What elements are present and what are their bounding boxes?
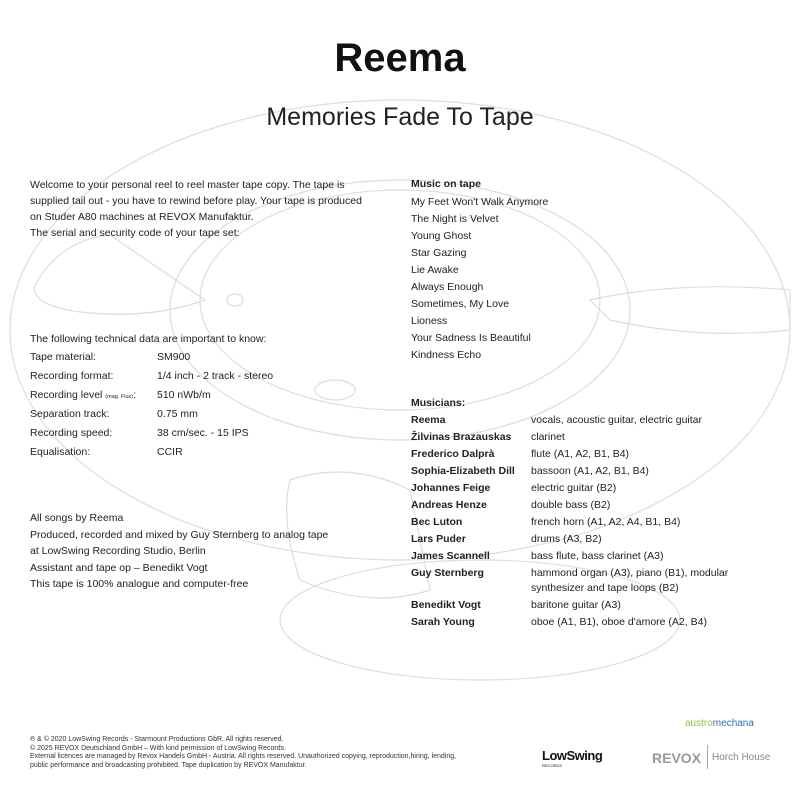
musician-name: James Scannell <box>411 550 490 562</box>
tech-row <box>30 427 400 446</box>
credit-line: This tape is 100% analogue and computer-free <box>30 578 249 590</box>
tech-heading: The following technical data are important to know: <box>30 333 267 345</box>
tracklist <box>411 176 548 364</box>
technical-data <box>30 331 400 465</box>
musician-role: clarinet <box>531 431 565 443</box>
label-text: Equalisation: <box>30 446 91 458</box>
artist-title: Reema <box>334 36 466 80</box>
musician-role: oboe (A1, B1), oboe d'amore (A2, B4) <box>531 616 707 628</box>
tech-value: 1/4 inch - 2 track - stereo <box>157 370 274 382</box>
track-item: Your Sadness Is Beautiful <box>411 332 531 344</box>
musician-row <box>411 615 751 630</box>
musicians <box>411 395 751 632</box>
musician-row <box>411 566 751 596</box>
intro-text <box>30 177 400 241</box>
track-item: Lioness <box>411 315 448 327</box>
tech-row <box>30 446 400 465</box>
musician-name: Johannes Feige <box>411 482 491 494</box>
tech-value: 38 cm/sec. - 15 IPS <box>157 427 249 439</box>
musician-role: flute (A1, A2, B1, B4) <box>531 448 630 460</box>
label-text: Recording level <box>30 389 103 401</box>
musician-name: Andreas Henze <box>411 499 487 511</box>
footer-line: ℗ & © 2020 LowSwing Records - Starmount Productions GbR. All rights reserved. <box>30 736 284 743</box>
tech-label <box>30 351 157 370</box>
logo-sub: RECORDS <box>542 763 563 768</box>
footer-legal <box>30 736 456 770</box>
label-text: Recording speed: <box>30 427 113 439</box>
tech-label: Recording level (mag. Flux): <box>30 389 137 401</box>
revox-logo: REVOX <box>652 750 702 766</box>
musician-row <box>411 515 751 530</box>
track-item: Star Gazing <box>411 247 467 259</box>
footer-line: External licences are managed by Revox Handels GmbH - Austria. All rights reserved. Unauthorized copying, reproduction,hiring, lending, <box>30 753 457 760</box>
credit-line: at LowSwing Recording Studio, Berlin <box>30 545 206 557</box>
intro-line: on Studer A80 machines at REVOX Manufaktur. <box>30 211 254 223</box>
musicians-heading: Musicians: <box>411 397 466 409</box>
musician-name: Žilvinas Brazauskas <box>411 431 512 443</box>
label-text: Separation track: <box>30 408 110 420</box>
credit-line: Assistant and tape op – Benedikt Vogt <box>30 561 208 574</box>
musician-role: bassoon (A1, A2, B1, B4) <box>531 465 649 477</box>
intro-line: supplied tail out - you have to rewind before play. Your tape is produced <box>30 195 362 207</box>
track-item: Lie Awake <box>411 264 459 276</box>
logo-part: austro <box>685 718 713 729</box>
musician-role: bass flute, bass clarinet (A3) <box>531 550 664 562</box>
austromechana-logo <box>685 718 754 729</box>
track-item: My Feet Won't Walk Anymore <box>411 196 549 208</box>
tech-value: SM900 <box>157 351 191 363</box>
musician-row <box>411 481 751 496</box>
footer-line: © 2025 REVOX Deutschland GmbH – With kind permission of LowSwing Records. <box>30 744 287 752</box>
musician-row <box>411 598 751 613</box>
logo-text: LowSwing <box>542 748 603 763</box>
track-item: Sometimes, My Love <box>411 298 510 310</box>
tech-row <box>30 351 400 370</box>
musician-name: Benedikt Vogt <box>411 599 481 611</box>
lowswing-logo <box>542 749 602 768</box>
musician-row <box>411 498 751 513</box>
tech-value: 510 nWb/m <box>157 389 211 401</box>
label-text: Tape material: <box>30 351 96 363</box>
musician-row <box>411 430 751 445</box>
label-sub: (mag. Flux) <box>105 394 134 400</box>
musician-name: Frederico Dalprà <box>411 448 495 460</box>
intro-line: The serial and security code of your tape set: <box>30 227 240 239</box>
logo-part: mechana <box>712 718 754 729</box>
logo-divider <box>707 745 708 769</box>
credits <box>30 510 400 593</box>
musician-name: Lars Puder <box>411 533 466 545</box>
credit-line: Produced, recorded and mixed by Guy Sternberg to analog tape <box>30 528 329 541</box>
track-item: The Night is Velvet <box>411 213 499 225</box>
musician-name: Bec Luton <box>411 516 463 528</box>
horch-house-logo: Horch House <box>712 752 771 763</box>
musician-role: french horn (A1, A2, A4, B1, B4) <box>531 516 681 528</box>
musician-role: drums (A3, B2) <box>531 533 602 545</box>
track-item: Always Enough <box>411 281 484 293</box>
musician-role: electric guitar (B2) <box>531 482 617 494</box>
tech-label <box>30 427 157 446</box>
musician-name: Reema <box>411 414 446 426</box>
tech-value: 0.75 mm <box>157 408 198 420</box>
musician-role: vocals, acoustic guitar, electric guitar <box>531 414 702 426</box>
track-item: Young Ghost <box>411 230 472 242</box>
tech-row <box>30 389 400 408</box>
tech-label <box>30 446 157 465</box>
musician-row <box>411 464 751 479</box>
tech-label <box>30 408 157 427</box>
musician-name: Sophia-Elizabeth Dill <box>411 465 515 477</box>
musician-row <box>411 532 751 547</box>
tech-row <box>30 408 400 427</box>
musician-name: Sarah Young <box>411 616 475 628</box>
footer-line: public performance and broadcasting prohibited. Tape duplication by REVOX Manufaktur. <box>30 761 307 769</box>
tech-value: CCIR <box>157 446 183 458</box>
album-title: Memories Fade To Tape <box>266 103 534 131</box>
musician-role: baritone guitar (A3) <box>531 599 621 611</box>
musician-row <box>411 549 751 564</box>
musician-role: hammond organ (A3), piano (B1), modular synthesizer and tape loops (B2) <box>531 567 729 594</box>
music-heading: Music on tape <box>411 178 482 190</box>
credit-line: All songs by Reema <box>30 512 124 524</box>
track-item: Kindness Echo <box>411 349 482 361</box>
intro-line: Welcome to your personal reel to reel master tape copy. The tape is <box>30 179 345 191</box>
tech-row <box>30 370 400 389</box>
musician-row <box>411 413 751 428</box>
tech-label <box>30 370 157 389</box>
label-text: Recording format: <box>30 370 114 382</box>
musician-role: double bass (B2) <box>531 499 611 511</box>
musician-name: Guy Sternberg <box>411 567 484 579</box>
musician-row <box>411 447 751 462</box>
